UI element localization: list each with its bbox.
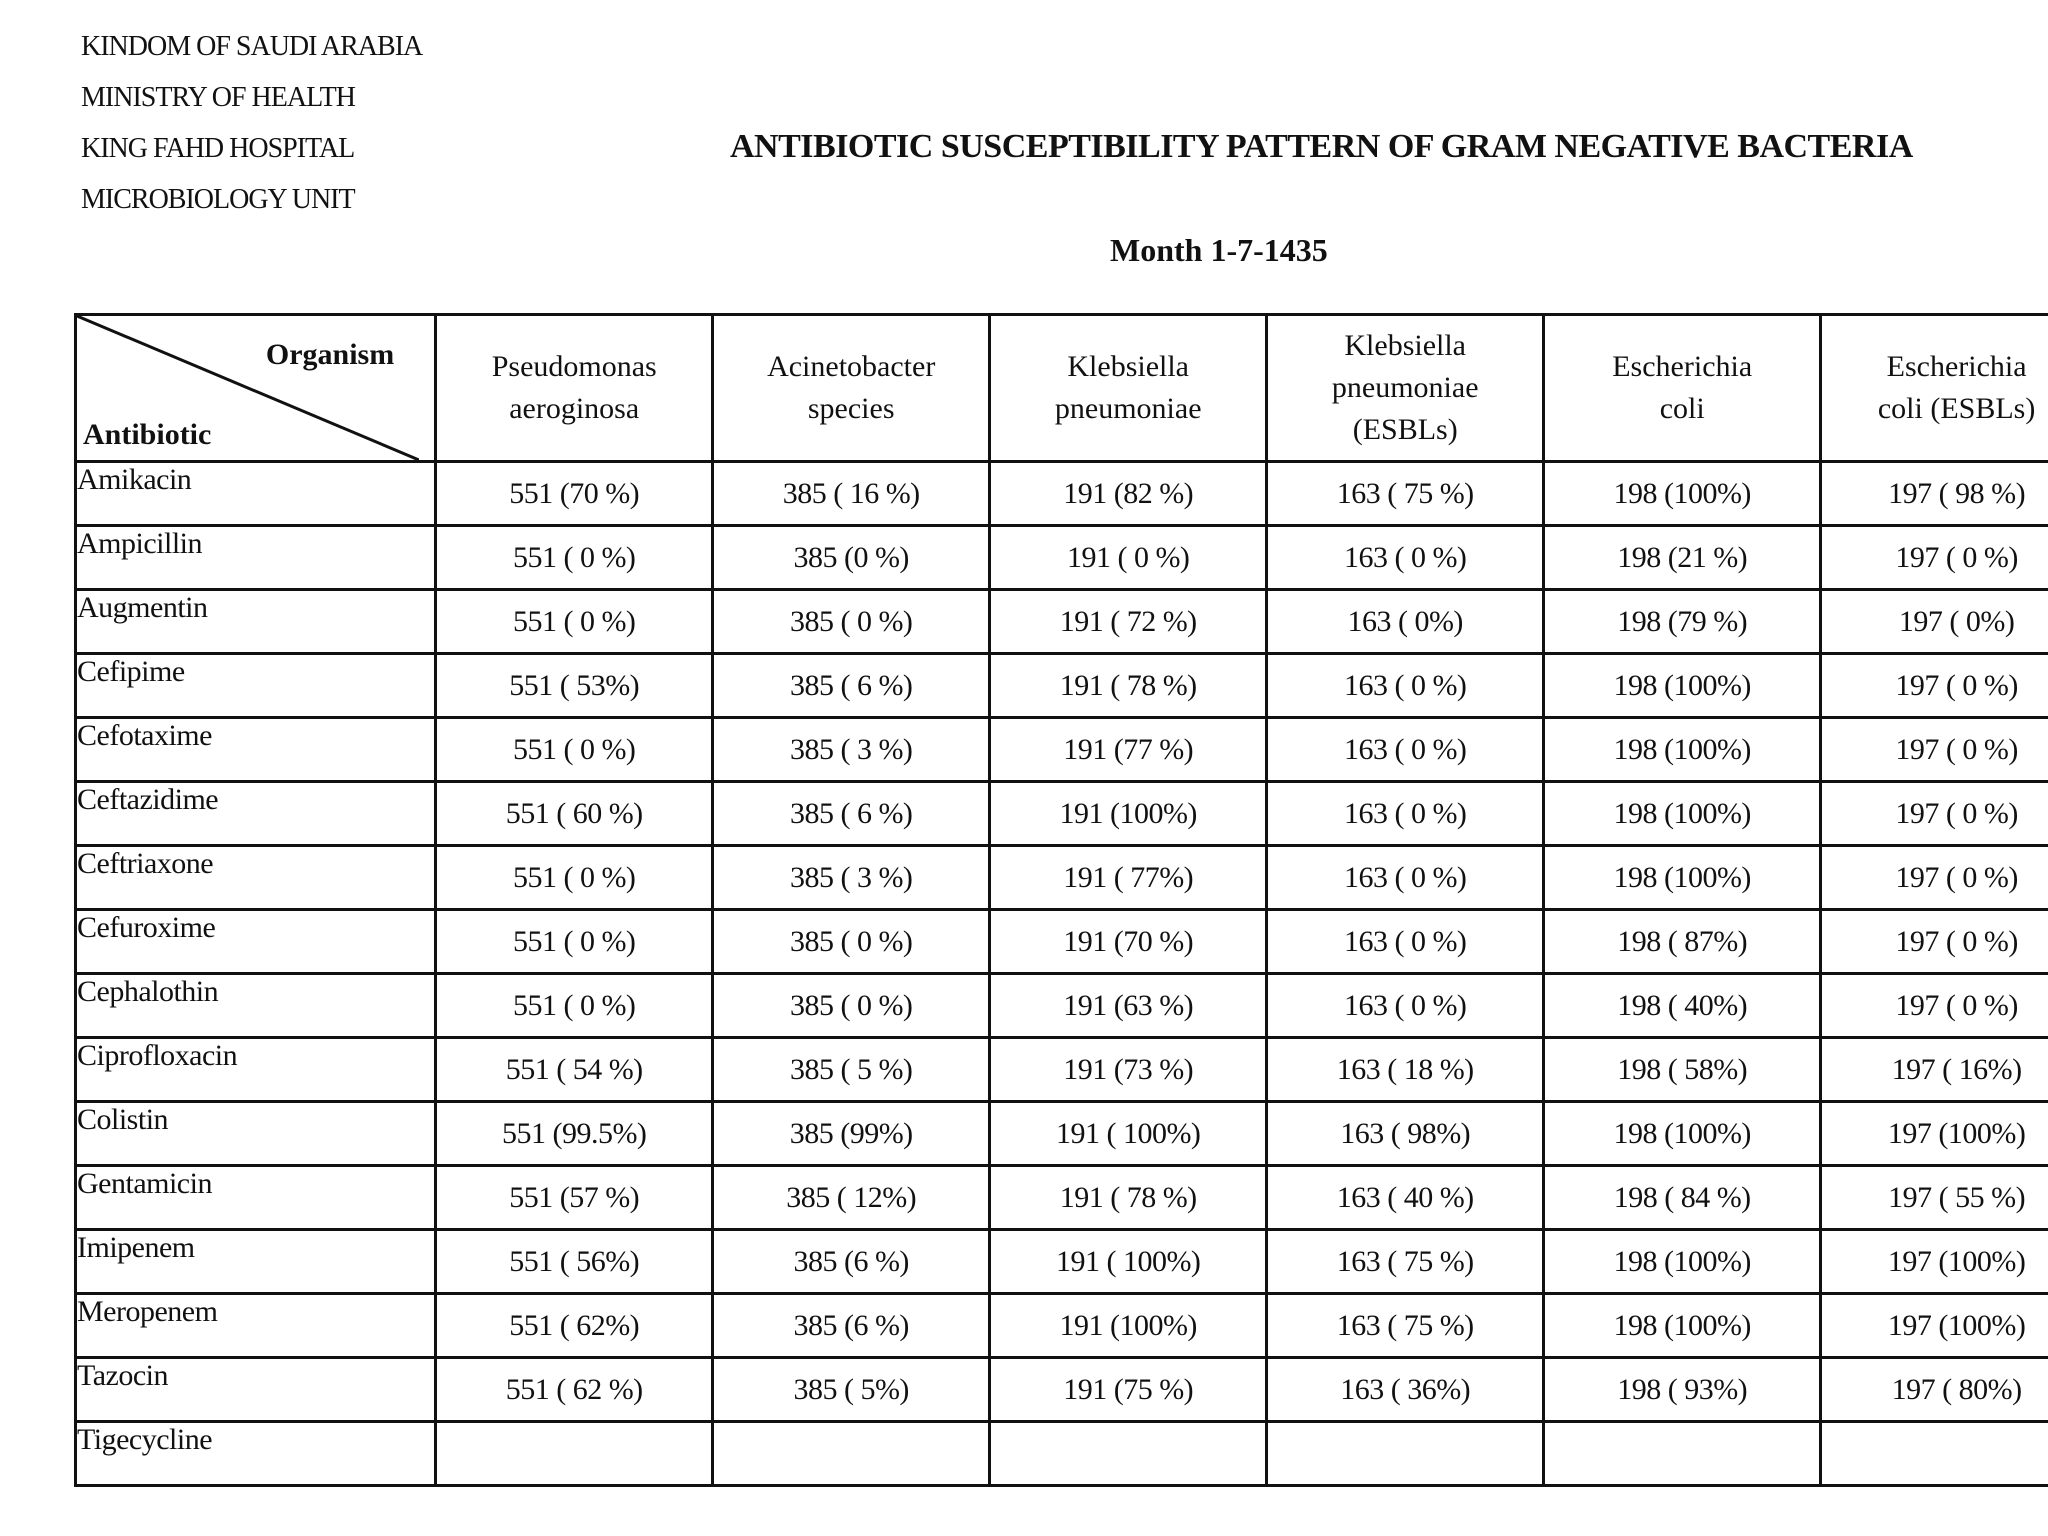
susceptibility-value-cell: 191 (75 %) <box>990 1358 1267 1422</box>
table-row <box>76 590 2048 654</box>
antibiotic-name-cell: Imipenem <box>76 1230 436 1294</box>
susceptibility-value-cell <box>990 1422 1267 1486</box>
susceptibility-value-cell: 551 ( 54 %) <box>436 1038 713 1102</box>
header-line-ministry: MINISTRY OF HEALTH <box>81 82 355 113</box>
susceptibility-value-cell: 191 (77 %) <box>990 718 1267 782</box>
organism-header-line: (ESBLs) <box>1352 413 1458 446</box>
susceptibility-value-cell: 197 ( 0 %) <box>1821 718 2048 782</box>
antibiotic-name-cell: Amikacin <box>76 462 436 526</box>
susceptibility-value-cell: 191 ( 72 %) <box>990 590 1267 654</box>
susceptibility-value-cell: 163 ( 0 %) <box>1267 654 1544 718</box>
antibiotic-name-cell: Gentamicin <box>76 1166 436 1230</box>
susceptibility-value-cell: 163 ( 0 %) <box>1267 846 1544 910</box>
susceptibility-value-cell: 197 ( 0 %) <box>1821 782 2048 846</box>
susceptibility-value-cell <box>1267 1422 1544 1486</box>
susceptibility-value-cell: 191 ( 78 %) <box>990 1166 1267 1230</box>
susceptibility-value-cell: 551 ( 56%) <box>436 1230 713 1294</box>
organism-header-klebsiella-esbl <box>1267 315 1544 462</box>
susceptibility-value-cell: 551 ( 0 %) <box>436 846 713 910</box>
susceptibility-value-cell: 551 ( 0 %) <box>436 590 713 654</box>
table-row <box>76 654 2048 718</box>
susceptibility-value-cell: 198 (79 %) <box>1544 590 1821 654</box>
susceptibility-value-cell: 198 (100%) <box>1544 846 1821 910</box>
susceptibility-value-cell: 551 ( 53%) <box>436 654 713 718</box>
susceptibility-value-cell: 197 (100%) <box>1821 1102 2048 1166</box>
susceptibility-value-cell: 197 ( 0 %) <box>1821 974 2048 1038</box>
susceptibility-value-cell: 197 ( 0 %) <box>1821 846 2048 910</box>
susceptibility-value-cell: 551 ( 62 %) <box>436 1358 713 1422</box>
susceptibility-value-cell: 191 (100%) <box>990 782 1267 846</box>
antibiotic-name-cell: Ampicillin <box>76 526 436 590</box>
organism-header-line: Escherichia <box>1612 350 1753 383</box>
susceptibility-value-cell: 163 ( 75 %) <box>1267 1294 1544 1358</box>
susceptibility-value-cell: 551 ( 0 %) <box>436 974 713 1038</box>
organism-header-line: Pseudomonas <box>491 350 657 383</box>
susceptibility-value-cell: 385 ( 5 %) <box>713 1038 990 1102</box>
susceptibility-value-cell <box>436 1422 713 1486</box>
table-body <box>76 462 2048 1486</box>
susceptibility-value-cell: 198 (21 %) <box>1544 526 1821 590</box>
susceptibility-value-cell: 191 ( 77%) <box>990 846 1267 910</box>
susceptibility-value-cell: 197 (100%) <box>1821 1230 2048 1294</box>
susceptibility-value-cell: 197 ( 98 %) <box>1821 462 2048 526</box>
susceptibility-value-cell: 198 (100%) <box>1544 782 1821 846</box>
susceptibility-value-cell: 385 ( 6 %) <box>713 654 990 718</box>
susceptibility-value-cell: 163 ( 0 %) <box>1267 910 1544 974</box>
susceptibility-table <box>74 313 2048 1487</box>
susceptibility-value-cell: 197 ( 0%) <box>1821 590 2048 654</box>
susceptibility-value-cell: 197 ( 0 %) <box>1821 654 2048 718</box>
table-row <box>76 1422 2048 1486</box>
table-row <box>76 910 2048 974</box>
susceptibility-value-cell: 551 ( 0 %) <box>436 526 713 590</box>
susceptibility-value-cell: 163 ( 36%) <box>1267 1358 1544 1422</box>
table-row <box>76 1294 2048 1358</box>
organism-header-acinetobacter <box>713 315 990 462</box>
organism-header-line: pneumoniae <box>1054 392 1202 425</box>
organism-header-line: pneumoniae <box>1331 371 1479 404</box>
susceptibility-value-cell: 551 ( 0 %) <box>436 910 713 974</box>
antibiotic-name-cell: Cefotaxime <box>76 718 436 782</box>
table-row <box>76 1102 2048 1166</box>
institution-header <box>81 30 422 234</box>
table-row <box>76 782 2048 846</box>
susceptibility-value-cell: 551 (99.5%) <box>436 1102 713 1166</box>
susceptibility-value-cell: 191 ( 100%) <box>990 1230 1267 1294</box>
table-row <box>76 846 2048 910</box>
susceptibility-value-cell: 198 (100%) <box>1544 718 1821 782</box>
table-row <box>76 974 2048 1038</box>
table-row <box>76 1230 2048 1294</box>
table-row <box>76 1166 2048 1230</box>
susceptibility-value-cell: 198 ( 93%) <box>1544 1358 1821 1422</box>
organism-header-pseudomonas <box>436 315 713 462</box>
susceptibility-value-cell: 191 (63 %) <box>990 974 1267 1038</box>
susceptibility-value-cell: 385 ( 16 %) <box>713 462 990 526</box>
susceptibility-value-cell: 551 ( 60 %) <box>436 782 713 846</box>
susceptibility-value-cell: 385 ( 0 %) <box>713 590 990 654</box>
susceptibility-value-cell: 385 ( 6 %) <box>713 782 990 846</box>
organism-header-line: coli <box>1659 392 1705 425</box>
susceptibility-value-cell: 551 ( 0 %) <box>436 718 713 782</box>
organism-header-line: Acinetobacter <box>767 350 936 383</box>
antibiotic-name-cell: Tigecycline <box>76 1422 436 1486</box>
susceptibility-value-cell: 198 (100%) <box>1544 1102 1821 1166</box>
susceptibility-value-cell: 191 (70 %) <box>990 910 1267 974</box>
organism-header-line: Escherichia <box>1886 350 2027 383</box>
susceptibility-value-cell: 385 (0 %) <box>713 526 990 590</box>
susceptibility-value-cell: 163 ( 18 %) <box>1267 1038 1544 1102</box>
antibiotic-name-cell: Augmentin <box>76 590 436 654</box>
header-line-country: KINDOM OF SAUDI ARABIA <box>81 31 423 62</box>
document-subtitle: Month 1-7-1435 <box>1110 232 1328 268</box>
antibiotic-name-cell: Meropenem <box>76 1294 436 1358</box>
susceptibility-value-cell: 191 (82 %) <box>990 462 1267 526</box>
susceptibility-value-cell <box>1544 1422 1821 1486</box>
antibiotic-name-cell: Ceftriaxone <box>76 846 436 910</box>
antibiotic-axis-label: Antibiotic <box>83 418 212 451</box>
susceptibility-value-cell: 385 ( 3 %) <box>713 846 990 910</box>
organism-header-ecoli-esbl <box>1821 315 2048 462</box>
table-row <box>76 1038 2048 1102</box>
susceptibility-value-cell: 197 ( 0 %) <box>1821 910 2048 974</box>
organism-header-line: coli (ESBLs) <box>1877 392 2036 425</box>
susceptibility-value-cell: 385 (99%) <box>713 1102 990 1166</box>
corner-header-cell <box>76 315 436 462</box>
antibiotic-name-cell: Ceftazidime <box>76 782 436 846</box>
susceptibility-value-cell: 551 (57 %) <box>436 1166 713 1230</box>
susceptibility-value-cell: 191 ( 78 %) <box>990 654 1267 718</box>
table-row <box>76 462 2048 526</box>
table-row <box>76 1358 2048 1422</box>
susceptibility-value-cell: 163 ( 75 %) <box>1267 462 1544 526</box>
antibiotic-name-cell: Colistin <box>76 1102 436 1166</box>
susceptibility-value-cell: 385 ( 0 %) <box>713 974 990 1038</box>
header-line-hospital: KING FAHD HOSPITAL <box>81 133 355 164</box>
susceptibility-value-cell: 198 (100%) <box>1544 1230 1821 1294</box>
susceptibility-value-cell: 197 ( 55 %) <box>1821 1166 2048 1230</box>
susceptibility-value-cell: 551 (70 %) <box>436 462 713 526</box>
susceptibility-value-cell: 385 (6 %) <box>713 1294 990 1358</box>
document-title: ANTIBIOTIC SUSCEPTIBILITY PATTERN OF GRAM NEGATIVE BACTERIA <box>730 128 1913 165</box>
antibiotic-name-cell: Tazocin <box>76 1358 436 1422</box>
header-line-unit: MICROBIOLOGY UNIT <box>81 184 355 215</box>
susceptibility-value-cell: 163 ( 98%) <box>1267 1102 1544 1166</box>
susceptibility-value-cell: 191 (100%) <box>990 1294 1267 1358</box>
susceptibility-value-cell: 163 ( 0 %) <box>1267 782 1544 846</box>
susceptibility-value-cell: 198 ( 84 %) <box>1544 1166 1821 1230</box>
antibiotic-name-cell: Cefuroxime <box>76 910 436 974</box>
antibiotic-name-cell: Cefipime <box>76 654 436 718</box>
organism-header-klebsiella <box>990 315 1267 462</box>
susceptibility-value-cell: 163 ( 0 %) <box>1267 718 1544 782</box>
susceptibility-value-cell <box>713 1422 990 1486</box>
susceptibility-value-cell: 197 ( 80%) <box>1821 1358 2048 1422</box>
susceptibility-value-cell: 163 ( 0 %) <box>1267 526 1544 590</box>
susceptibility-value-cell: 163 ( 0 %) <box>1267 974 1544 1038</box>
susceptibility-value-cell: 163 ( 40 %) <box>1267 1166 1544 1230</box>
susceptibility-value-cell: 163 ( 0%) <box>1267 590 1544 654</box>
organism-header-line: species <box>807 392 895 425</box>
susceptibility-value-cell: 191 ( 100%) <box>990 1102 1267 1166</box>
susceptibility-value-cell: 198 ( 58%) <box>1544 1038 1821 1102</box>
table-row <box>76 718 2048 782</box>
susceptibility-value-cell: 198 (100%) <box>1544 654 1821 718</box>
susceptibility-value-cell: 197 ( 16%) <box>1821 1038 2048 1102</box>
susceptibility-value-cell: 163 ( 75 %) <box>1267 1230 1544 1294</box>
susceptibility-value-cell: 198 (100%) <box>1544 462 1821 526</box>
organism-header-ecoli <box>1544 315 1821 462</box>
susceptibility-value-cell: 198 ( 87%) <box>1544 910 1821 974</box>
susceptibility-value-cell: 191 (73 %) <box>990 1038 1267 1102</box>
antibiotic-name-cell: Cephalothin <box>76 974 436 1038</box>
organism-header-line: aeroginosa <box>509 392 640 425</box>
susceptibility-value-cell: 191 ( 0 %) <box>990 526 1267 590</box>
susceptibility-value-cell: 385 ( 5%) <box>713 1358 990 1422</box>
susceptibility-value-cell: 385 (6 %) <box>713 1230 990 1294</box>
susceptibility-value-cell <box>1821 1422 2048 1486</box>
susceptibility-value-cell: 197 ( 0 %) <box>1821 526 2048 590</box>
susceptibility-value-cell: 385 ( 12%) <box>713 1166 990 1230</box>
organism-axis-label: Organism <box>265 338 395 371</box>
antibiotic-name-cell: Ciprofloxacin <box>76 1038 436 1102</box>
susceptibility-value-cell: 385 ( 3 %) <box>713 718 990 782</box>
organism-header-line: Klebsiella <box>1067 350 1190 383</box>
table-header-row <box>76 315 2048 462</box>
susceptibility-value-cell: 197 (100%) <box>1821 1294 2048 1358</box>
table-row <box>76 526 2048 590</box>
susceptibility-value-cell: 198 (100%) <box>1544 1294 1821 1358</box>
susceptibility-value-cell: 385 ( 0 %) <box>713 910 990 974</box>
organism-header-line: Klebsiella <box>1344 329 1467 362</box>
susceptibility-value-cell: 551 ( 62%) <box>436 1294 713 1358</box>
susceptibility-value-cell: 198 ( 40%) <box>1544 974 1821 1038</box>
